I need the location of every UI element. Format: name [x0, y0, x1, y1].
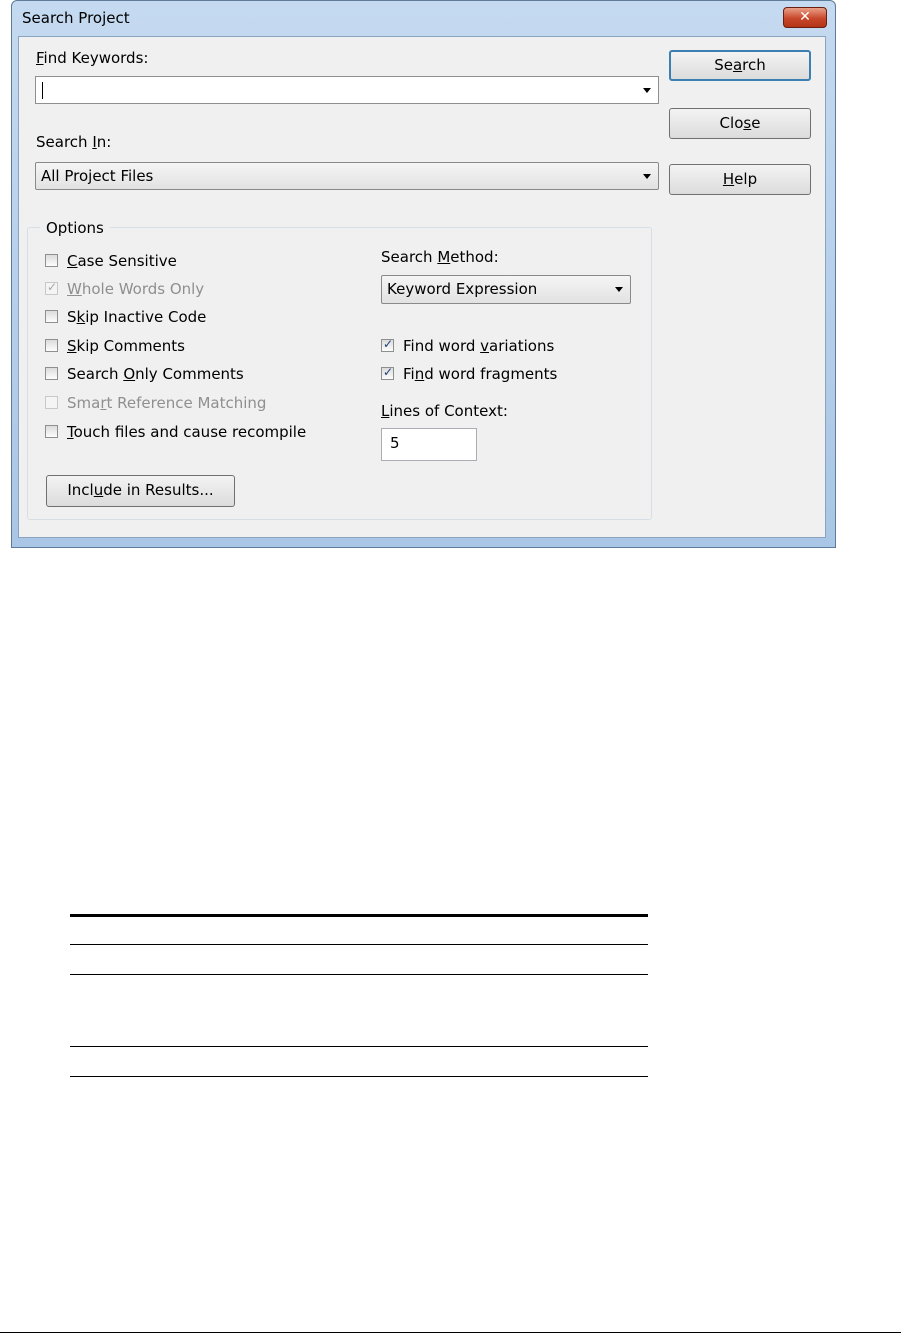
text-caret [42, 82, 43, 99]
chevron-down-icon[interactable] [643, 88, 651, 93]
find-keywords-input[interactable] [35, 76, 659, 104]
help-button[interactable]: Help [669, 164, 811, 195]
checkbox-label: Search Only Comments [67, 365, 244, 383]
table-top-rule [70, 914, 648, 917]
checkbox-box[interactable] [381, 367, 394, 380]
checkbox-label: Smart Reference Matching [67, 394, 267, 412]
checkbox-label: Skip Comments [67, 337, 185, 355]
lines-of-context-value: 5 [390, 434, 400, 452]
search-method-label: Search Method: [381, 248, 499, 266]
search-in-label: Search In: [36, 133, 112, 151]
checkbox-label: Skip Inactive Code [67, 308, 207, 326]
search-in-value: All Project Files [41, 167, 154, 185]
checkbox-label: Find word variations [403, 337, 555, 355]
checkbox-box[interactable] [45, 425, 58, 438]
table-rule [70, 944, 648, 945]
title-bar[interactable] [12, 1, 835, 37]
checkbox-label: Case Sensitive [67, 252, 177, 270]
table-rule [70, 974, 648, 975]
checkbox-label: Whole Words Only [67, 280, 205, 298]
checkbox-box[interactable] [381, 339, 394, 352]
table-rule [70, 1046, 648, 1047]
checkbox-box[interactable] [45, 254, 58, 267]
window-title: Search Project [22, 9, 130, 27]
checkbox-box[interactable] [45, 339, 58, 352]
lines-of-context-input[interactable] [381, 428, 477, 461]
lines-of-context-label: Lines of Context: [381, 402, 508, 420]
checkbox-box [45, 282, 58, 295]
checkbox-label: Touch files and cause recompile [67, 423, 307, 441]
checkbox-label: Find word fragments [403, 365, 558, 383]
search-in-select[interactable] [35, 162, 659, 190]
search-button[interactable]: Search [669, 50, 811, 81]
checkbox-box[interactable] [45, 310, 58, 323]
search-method-select[interactable] [381, 275, 631, 304]
search-method-value: Keyword Expression [387, 280, 538, 298]
close-button[interactable]: Close [669, 108, 811, 139]
table-rule [70, 1076, 648, 1077]
checkbox-box[interactable] [45, 367, 58, 380]
chevron-down-icon[interactable] [615, 287, 623, 292]
find-keywords-label: Find Keywords: [36, 49, 149, 67]
checkbox-box [45, 396, 58, 409]
options-group-title: Options [40, 219, 110, 237]
close-window-button[interactable]: ✕ [783, 7, 827, 28]
include-in-results-button[interactable]: Include in Results... [46, 475, 235, 507]
page-footer-rule [0, 1332, 901, 1333]
chevron-down-icon[interactable] [643, 174, 651, 179]
